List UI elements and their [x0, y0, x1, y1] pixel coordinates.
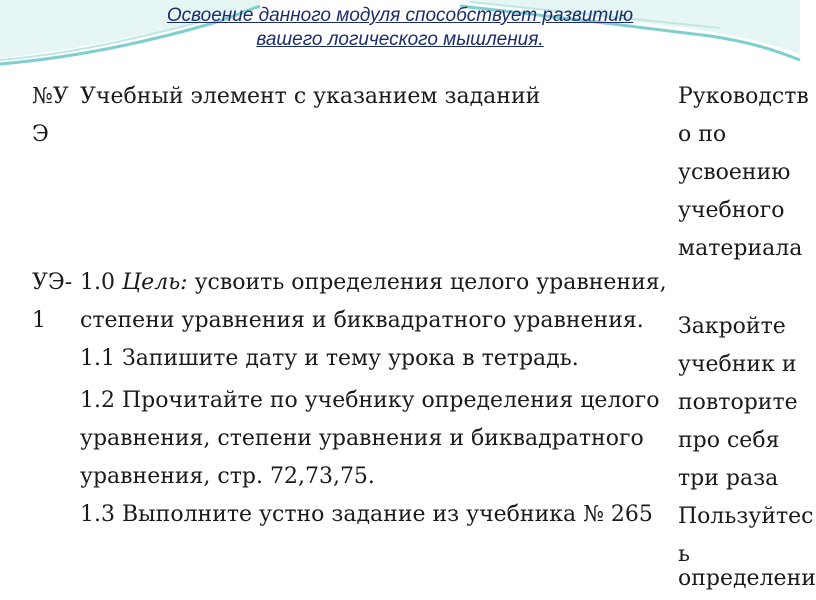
- row1-task-1-2-line-3: уравнения, стр. 72,73,75.: [80, 464, 375, 489]
- goal-text-1: усвоить определения целого уравнения,: [187, 270, 667, 295]
- row1-guide-line-7: ь: [678, 542, 690, 567]
- row1-goal-line-2: степени уравнения и биквадратного уравнения.: [80, 308, 644, 333]
- row1-task-1-3: 1.3 Выполните устно задание из учебника № 265: [80, 502, 653, 527]
- row1-guide-line-5: три раза: [678, 466, 779, 491]
- row1-guide-line-2: учебник и: [678, 352, 797, 377]
- row1-guide-line-3: повторите: [678, 390, 798, 415]
- header-guide-line-2: о по: [678, 122, 727, 147]
- goal-prefix: 1.0: [80, 270, 122, 295]
- header-guide-line-5: материала: [678, 236, 803, 261]
- header-guide-line-4: учебного: [678, 198, 785, 223]
- header-element: Учебный элемент с указанием заданий: [80, 84, 541, 109]
- page-title: [0, 4, 800, 52]
- header-guide-line-1: Руководств: [678, 84, 809, 109]
- row1-num-line-1: УЭ-: [32, 270, 73, 295]
- header-num-line-1: №У: [32, 84, 69, 109]
- row1-task-1-2-line-2: уравнения, степени уравнения и биквадратного: [80, 426, 644, 451]
- title-line-2: вашего логического мышления.: [256, 29, 544, 50]
- lesson-table: [14, 64, 816, 600]
- title-line-1: Освоение данного модуля способствует развитию: [166, 5, 634, 26]
- header-num-line-2: Э: [32, 122, 49, 147]
- row1-task-1-1: 1.1 Запишите дату и тему урока в тетрадь.: [80, 346, 579, 371]
- row1-task-1-2-line-1: 1.2 Прочитайте по учебнику определения целого: [80, 388, 660, 413]
- row1-num-line-2: 1: [32, 308, 46, 333]
- row1-guide-line-6: Пользуйтес: [678, 504, 814, 529]
- row1-guide-line-1: Закройте: [678, 314, 786, 339]
- row1-guide-line-4: про себя: [678, 428, 780, 453]
- row1-guide-line-8: определени: [678, 566, 816, 591]
- header-guide-line-3: усвоению: [678, 160, 791, 185]
- row1-goal-line-1: [80, 264, 667, 302]
- goal-label: Цель:: [121, 270, 188, 295]
